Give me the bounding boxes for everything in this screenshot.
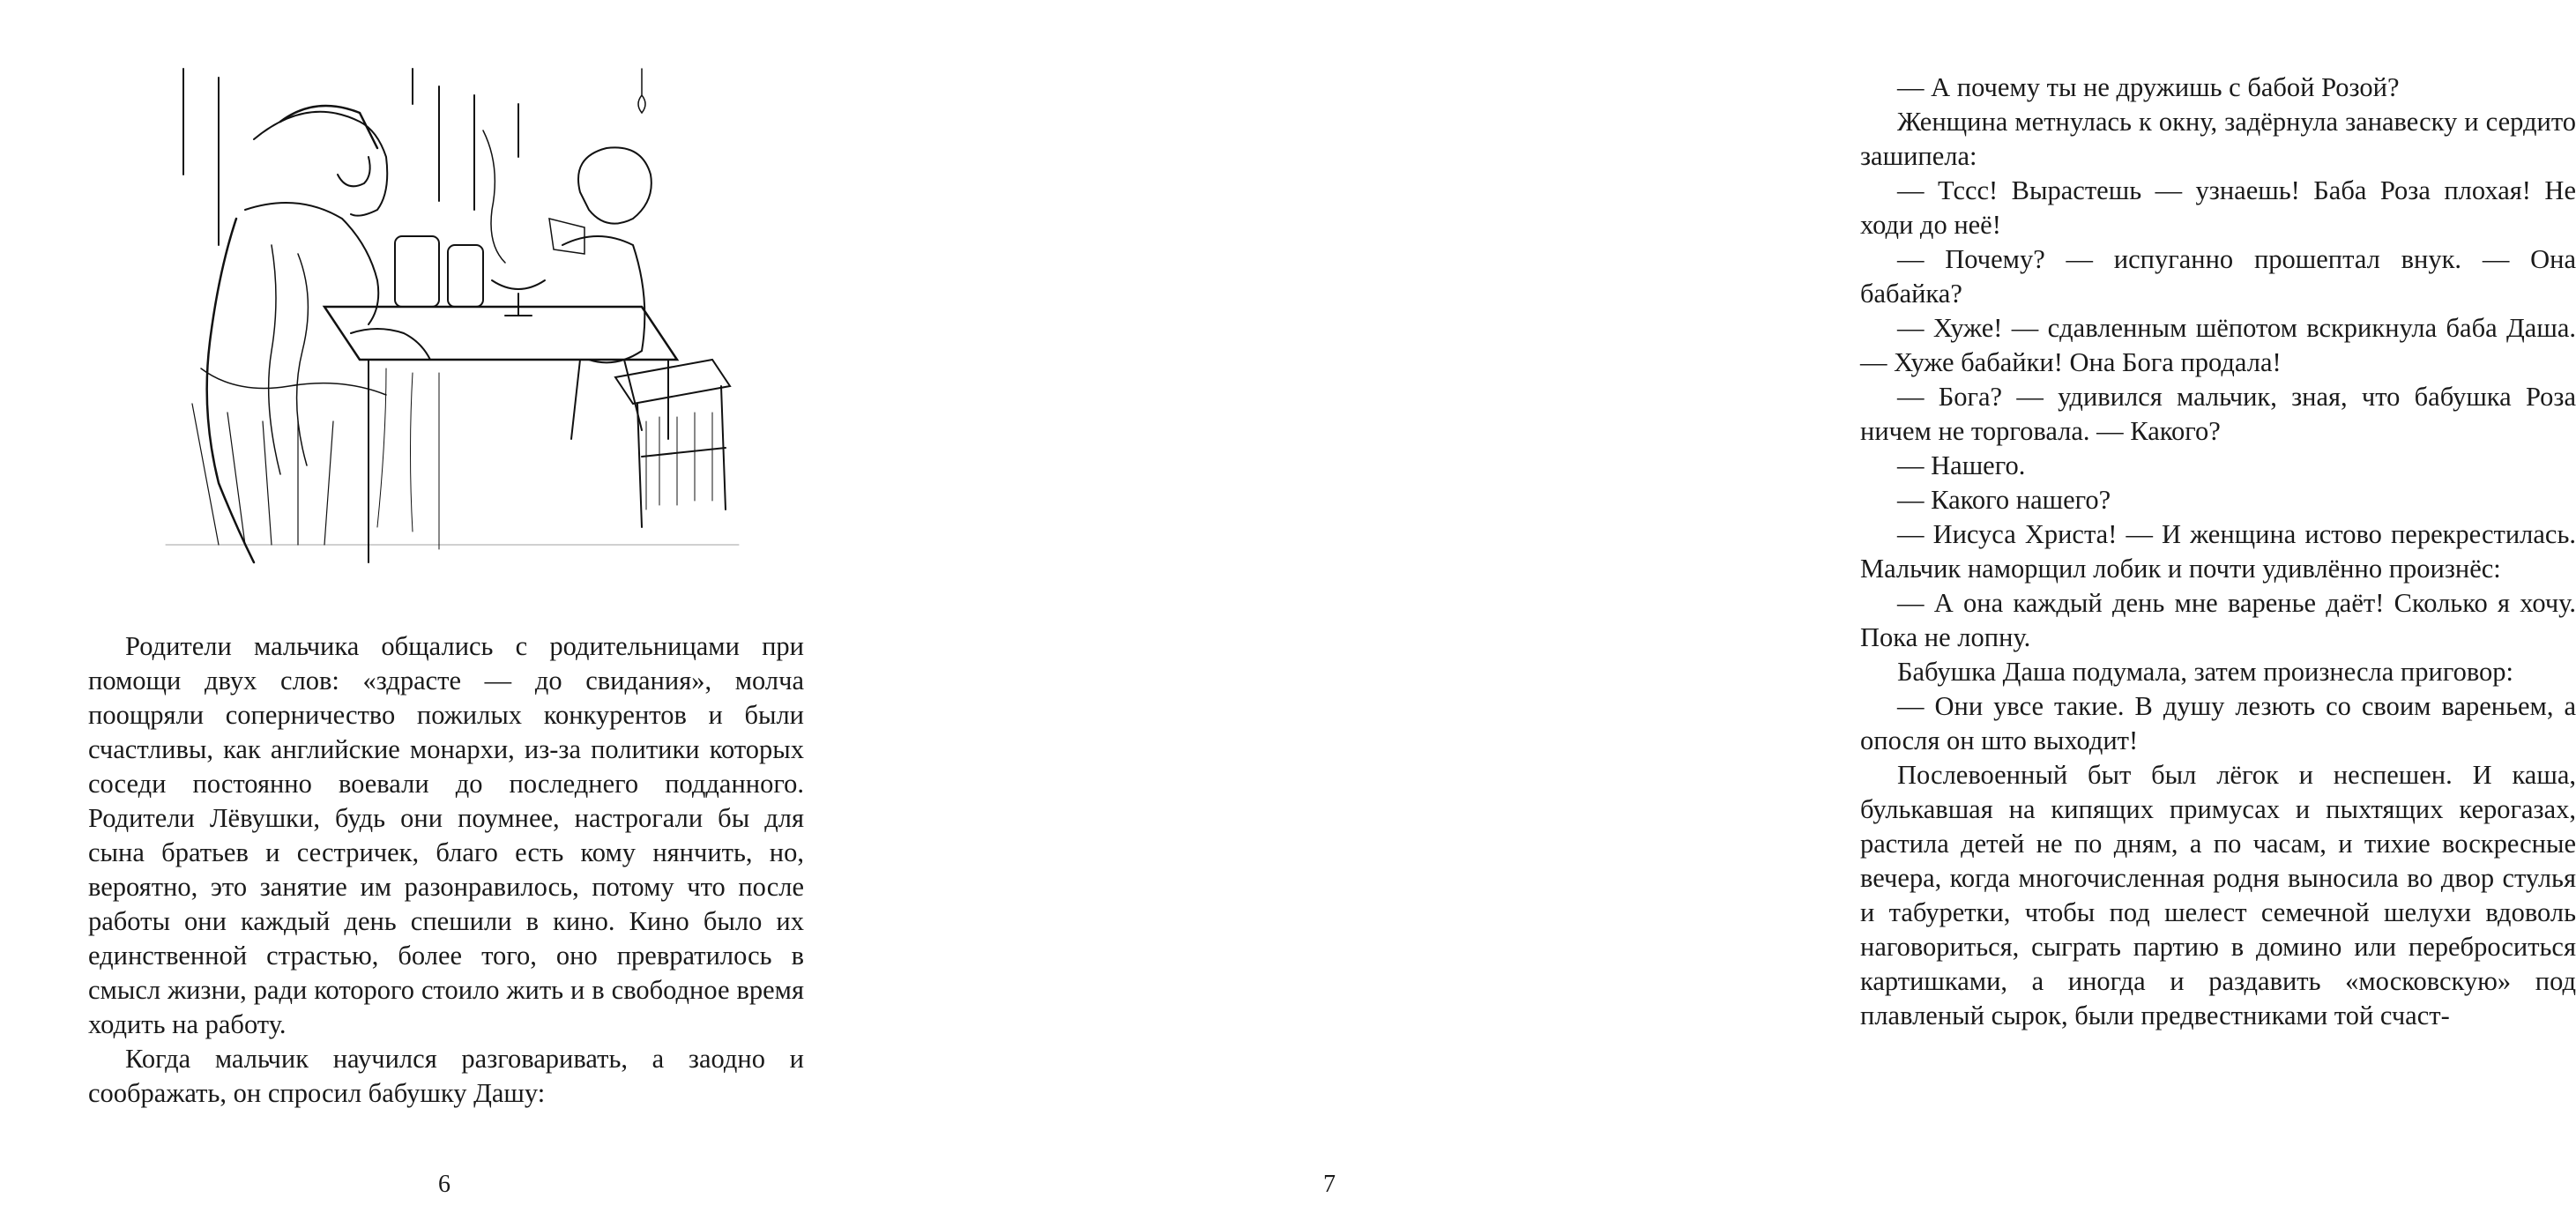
paragraph: — Бога? — удивился мальчик, зная, что бабушка Роза ничем не торговала. — Какого? — [1860, 382, 2576, 446]
paragraph: Женщина метнулась к окну, задёрнула занавеску и сердито зашипела: — [1860, 107, 2576, 171]
paragraph: — Почему? — испуганно прошептал внук. — Она бабайка? — [1860, 244, 2576, 309]
paragraph: — Иисуса Христа! — И женщина истово перекрестилась. Мальчик наморщил лобик и почти удивлённо произнёс: — [1860, 519, 2576, 584]
paragraph: — А почему ты не дружишь с бабой Розой? — [1897, 72, 2400, 102]
right-page-text — [1860, 71, 2576, 1033]
paragraph: — Тссс! Вырастешь — узнаешь! Баба Роза плохая! Не ходи до неё! — [1860, 175, 2576, 240]
ink-illustration — [148, 69, 765, 580]
page-number: 6 — [438, 1171, 450, 1198]
left-page-text — [88, 629, 804, 1111]
page-number: 7 — [1323, 1171, 1336, 1198]
paragraph: Когда мальчик научился разговаривать, а заодно и соображать, он спросил бабушку Дашу: — [88, 1044, 804, 1108]
paragraph: Бабушка Даша подумала, затем произнесла приговор: — [1897, 657, 2513, 687]
paragraph: — Хуже! — сдавленным шёпотом вскрикнула баба Даша. — Хуже бабайки! Она Бога продала! — [1860, 313, 2576, 377]
right-page — [882, 0, 2576, 1220]
paragraph: — Они увсе такие. В душу лезють со своим вареньем, а опосля он што выходит! — [1860, 691, 2576, 755]
paragraph: Послевоенный быт был лёгок и неспешен. И каша, булькавшая на кипящих примусах и пыхтящих керогазах, растила детей не по дням, а по часам, и тихие воскресные вечера, когда многочисленная родня выносила во двор стулья и табуретки, чтобы под шелест семечной шелухи вдоволь наговориться, сыграть партию в домино или переброситься картишками, а иногда и раздавить «московскую» под плавленый сырок, были предвестниками той счаст- — [1860, 760, 2576, 1030]
paragraph: — Нашего. — [1897, 450, 2026, 480]
paragraph: — А она каждый день мне варенье даёт! Сколько я хочу. Пока не лопну. — [1860, 588, 2576, 652]
paragraph: Родители мальчика общались с родительницами при помощи двух слов: «здрасте — до свидания», молча поощряли соперничество пожилых конкурентов и были счастливы, как английские монархи, из-за политики которых соседи постоянно воевали до последнего подданного. Родители Лёвушки, будь они поумнее, настрогали бы для сына братьев и сестричек, благо есть кому нянчить, но, вероятно, это занятие им разонравилось, потому что после работы они каждый день спешили в кино. Кино было их единственной страстью, более того, оно превратилось в смысл жизни, ради которого стоило жить и в свободное время ходить на работу. — [88, 631, 804, 1039]
left-page — [0, 0, 882, 1220]
paragraph: — Какого нашего? — [1897, 485, 2111, 515]
